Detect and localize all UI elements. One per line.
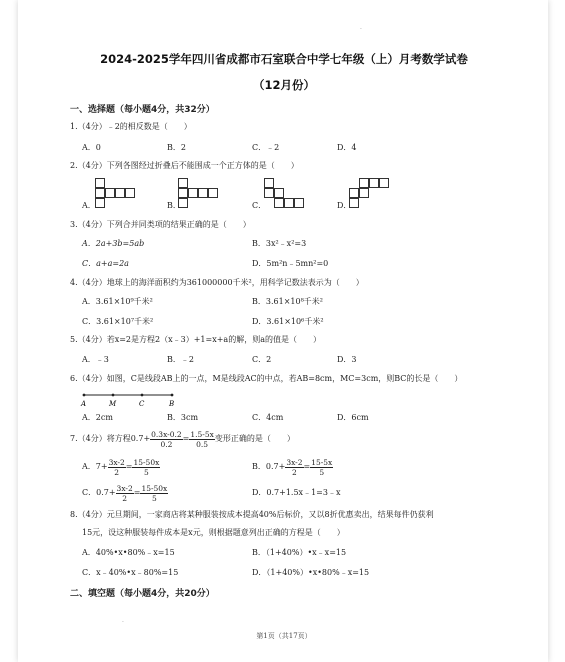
question-7-options-row1 bbox=[82, 456, 498, 478]
point-b-dot bbox=[171, 394, 174, 397]
question-2: 2.（4分）下列各图经过折叠后不能围成一个正方体的是（ ） bbox=[70, 161, 299, 170]
numerator: 15-5x bbox=[311, 457, 333, 467]
option-d: D．0.7+1.5x﹣1=3﹣x bbox=[252, 488, 341, 497]
fraction bbox=[285, 458, 303, 477]
question-7: 7.（4分）将方程0.7+ $\frac{0.3x-0.2}{0.2}$ = $\frac{1.5-5x}{0.5}$ 变形正确的是（ ） bbox=[70, 429, 295, 449]
option-d: D．5m²n﹣5mn²=0 bbox=[252, 259, 329, 268]
denominator: 0.5 bbox=[196, 439, 209, 449]
fraction bbox=[140, 484, 168, 503]
question-8-line2: 15元，设这种服装每件成本是x元，则根据题意列出正确的方程是（ ） bbox=[82, 528, 345, 537]
section-choice-heading: 一、选择题（每小题4分，共32分） bbox=[70, 105, 215, 115]
denominator: 2 bbox=[114, 467, 120, 477]
question-3: 3.（4分）下列合并同类项的结果正确的是（ ） bbox=[70, 220, 251, 229]
option-a: A．2a+3b=5ab bbox=[82, 239, 145, 248]
question-7-stem-pre: 7.（4分）将方程0.7+ bbox=[70, 434, 151, 443]
option-a: A．3.61×10⁹千米² bbox=[82, 297, 153, 306]
exam-page bbox=[18, 0, 548, 662]
numerator: 15-50x bbox=[141, 483, 168, 493]
option-c: C．4cm bbox=[252, 413, 284, 422]
question-1-options bbox=[82, 142, 498, 154]
fraction bbox=[150, 430, 183, 449]
numerator: 3x-2 bbox=[286, 457, 303, 467]
option-b: B．﹣2 bbox=[167, 355, 194, 364]
option-prefix: B．0.7+ bbox=[252, 462, 286, 471]
question-7-stem-post: 变形正确的是（ ） bbox=[214, 434, 295, 443]
section-fill-heading: 二、填空题（每小题4分，共20分） bbox=[70, 589, 215, 599]
option-b: B．3.61×10⁸千米² bbox=[252, 297, 323, 306]
question-4-options-row2 bbox=[82, 316, 498, 328]
question-8-line1: 8.（4分）元旦期间，一家商店将某种服装按成本提高40%后标价，又以8折优惠卖出，结果每件仍获利 bbox=[70, 510, 434, 519]
numerator: 3x-2 bbox=[116, 483, 133, 493]
option-a bbox=[82, 456, 160, 478]
exam-title: 2024-2025学年四川省成都市石室联合中学七年级（上）月考数学试卷 bbox=[100, 52, 468, 66]
option-d: D．3 bbox=[337, 355, 357, 364]
question-3-options-row2 bbox=[82, 258, 498, 270]
option-prefix: C．0.7+ bbox=[82, 488, 116, 497]
option-b: B．3x²﹣x²=3 bbox=[252, 239, 307, 248]
question-1: 1.（4分）﹣2的相反数是（ ） bbox=[70, 122, 192, 131]
option-c: C．2 bbox=[252, 355, 272, 364]
option-a: A．40%•x•80%﹣x=15 bbox=[82, 548, 175, 557]
option-c: C．﹣2 bbox=[252, 143, 280, 152]
fraction bbox=[116, 484, 134, 503]
option-c: C．x﹣40%•x﹣80%=15 bbox=[82, 568, 179, 577]
numerator: 0.3x-0.2 bbox=[151, 429, 182, 439]
denominator: 2 bbox=[122, 493, 128, 503]
option-d: D．6cm bbox=[337, 413, 369, 422]
equals-sign: = bbox=[133, 488, 141, 497]
option-b: B．3cm bbox=[167, 413, 199, 422]
denominator: 5 bbox=[144, 467, 149, 477]
option-a: A．2cm bbox=[82, 413, 113, 422]
segment-figure bbox=[80, 388, 190, 408]
question-7-options-row2 bbox=[82, 482, 498, 504]
denominator: 5 bbox=[151, 493, 157, 503]
option-b bbox=[252, 456, 333, 478]
option-c bbox=[82, 482, 168, 504]
option-d: D．（1+40%）•x•80%﹣x=15 bbox=[252, 568, 370, 577]
question-5-options bbox=[82, 354, 498, 366]
option-c: C． bbox=[252, 201, 267, 210]
equals-sign: = bbox=[303, 462, 311, 471]
point-a-label: A bbox=[81, 400, 87, 408]
option-d: D．4 bbox=[337, 143, 357, 152]
question-6-options bbox=[82, 412, 498, 424]
point-m-dot bbox=[112, 394, 115, 397]
fraction bbox=[132, 458, 160, 477]
option-a: A．0 bbox=[82, 143, 101, 152]
question-3-options-row1 bbox=[82, 238, 498, 250]
fraction bbox=[189, 430, 214, 449]
question-8-options-row1 bbox=[82, 547, 498, 559]
option-c: C．a+a=2a bbox=[82, 259, 129, 268]
option-prefix: A．7+ bbox=[82, 462, 108, 471]
question-4: 4.（4分）地球上的海洋面积约为361000000千米²，用科学记数法表示为（ ） bbox=[70, 278, 364, 287]
numerator: 3x-2 bbox=[108, 457, 125, 467]
denominator: 5 bbox=[319, 467, 325, 477]
point-c-label: C bbox=[139, 400, 145, 408]
point-b-label: B bbox=[169, 400, 175, 408]
point-m-label: M bbox=[109, 400, 117, 408]
question-4-options-row1 bbox=[82, 296, 498, 308]
fraction bbox=[310, 458, 333, 477]
option-b: B．（1+40%）•x﹣x=15 bbox=[252, 548, 347, 557]
option-d: D． bbox=[337, 201, 352, 210]
numerator: 15-50x bbox=[133, 457, 160, 467]
option-b: B．2 bbox=[167, 143, 186, 152]
numerator: 1.5-5x bbox=[190, 429, 214, 439]
question-5: 5.（4分）若x=2是方程2（x﹣3）+1=x+a的解，则a的值是（ ） bbox=[70, 335, 321, 344]
fraction bbox=[108, 458, 126, 477]
option-b: B． bbox=[167, 201, 181, 210]
question-8-options-row2 bbox=[82, 567, 498, 579]
option-d: D．3.61×10⁶千米² bbox=[252, 317, 324, 326]
equals-sign: = bbox=[125, 462, 133, 471]
point-a-dot bbox=[83, 394, 86, 397]
point-c-dot bbox=[141, 394, 144, 397]
stray-mark: · bbox=[360, 26, 362, 33]
option-a: A．﹣3 bbox=[82, 355, 109, 364]
denominator: 2 bbox=[292, 467, 297, 477]
page-content bbox=[70, 0, 498, 662]
stray-mark: · bbox=[122, 619, 124, 626]
denominator: 0.2 bbox=[160, 439, 173, 449]
page-footer: 第1页（共17页） bbox=[256, 632, 312, 640]
option-a: A． bbox=[82, 201, 96, 210]
exam-subtitle: （12月份） bbox=[252, 78, 315, 92]
question-6: 6.（4分）如图，C是线段AB上的一点，M是线段AC的中点，若AB=8cm，MC=3cm，则BC的长是（ ） bbox=[70, 374, 463, 383]
option-c: C．3.61×10⁷千米² bbox=[82, 317, 154, 326]
